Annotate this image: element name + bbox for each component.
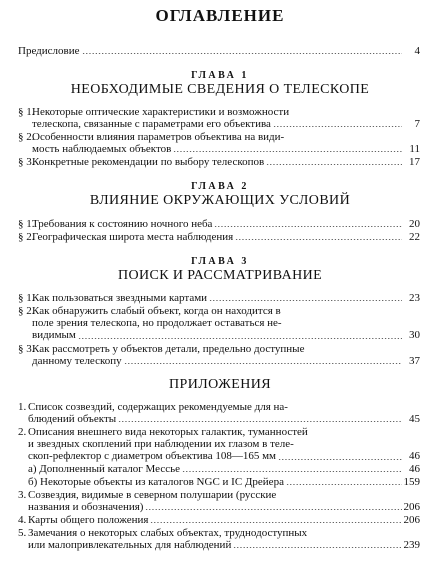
entry-text: Карты общего положения bbox=[28, 514, 149, 526]
entry-page: 239 bbox=[403, 539, 420, 552]
entry-text: Географическая широта места наблюдения bbox=[32, 231, 234, 243]
leader-dots bbox=[124, 363, 402, 364]
appendix-entry bbox=[18, 527, 420, 551]
entry-page: 46 bbox=[409, 463, 420, 475]
entry-page: 17 bbox=[409, 156, 420, 168]
section-number: § 2. bbox=[18, 305, 35, 317]
entry-page: 159 bbox=[403, 476, 420, 488]
entry-page: 20 bbox=[409, 218, 420, 230]
leader-dots bbox=[182, 471, 402, 472]
leader-dots bbox=[286, 484, 402, 485]
entry-text: Список созвездий, содержащих рекомендуемые для на- bbox=[28, 401, 288, 413]
section-number: § 2. bbox=[18, 131, 35, 143]
section-number: § 2. bbox=[18, 231, 35, 243]
entry-text: видимым bbox=[32, 329, 76, 342]
leader-dots bbox=[173, 151, 402, 152]
appendix-subentry bbox=[18, 463, 420, 475]
leader-dots bbox=[266, 164, 402, 165]
leader-dots bbox=[214, 226, 402, 227]
entry-text: данному телескопу bbox=[32, 355, 122, 368]
chapter-label: ГЛАВА 3 bbox=[191, 256, 249, 267]
toc-entry bbox=[18, 218, 420, 230]
entry-page: 45 bbox=[409, 413, 420, 426]
entry-page: 206 bbox=[403, 501, 420, 514]
entry-text: поле зрения телескопа, но продолжает оставаться не- bbox=[32, 317, 282, 330]
toc-entry bbox=[18, 106, 420, 130]
leader-dots bbox=[233, 547, 401, 548]
chapter-title: НЕОБХОДИМЫЕ СВЕДЕНИЯ О ТЕЛЕСКОПЕ bbox=[70, 82, 370, 97]
entry-text: мость наблюдаемых объектов bbox=[32, 143, 172, 156]
entry-text: Описания внешнего вида некоторых галактик, туманностей bbox=[28, 426, 308, 438]
appendix-subentry bbox=[18, 476, 420, 488]
chapter-label: ГЛАВА 1 bbox=[191, 70, 249, 81]
toc-entry bbox=[18, 156, 420, 168]
section-number: § 3. bbox=[18, 156, 35, 168]
appendix-entry bbox=[18, 426, 420, 463]
section-number: § 3. bbox=[18, 343, 35, 355]
entry-text: Как рассмотреть у объектов детали, предельно доступные bbox=[32, 343, 305, 355]
appendix-title: ПРИЛОЖЕНИЯ bbox=[169, 377, 271, 392]
entry-text: Замечания о некоторых слабых объектах, труднодоступных bbox=[28, 527, 308, 539]
entry-text: Конкретные рекомендации по выбору телескопов bbox=[32, 156, 265, 168]
item-number: 2. bbox=[18, 426, 27, 438]
entry-page: 30 bbox=[409, 329, 420, 342]
section-number: § 1. bbox=[18, 218, 35, 230]
item-number: 1. bbox=[18, 401, 27, 413]
appendix-entry bbox=[18, 489, 420, 513]
appendix-entry bbox=[18, 401, 420, 425]
entry-text: Особенности влияния параметров объектива на види- bbox=[32, 131, 285, 143]
entry-page: 46 bbox=[409, 450, 420, 463]
entry-text: Созвездия, видимые в северном полушарии (русские bbox=[28, 489, 277, 501]
entry-text: Как обнаружить слабый объект, когда он находится в bbox=[32, 305, 281, 317]
entry-text: Предисловие bbox=[18, 45, 80, 57]
entry-page: 37 bbox=[409, 355, 420, 368]
entry-page: 11 bbox=[409, 143, 420, 156]
section-number: § 1. bbox=[18, 292, 35, 304]
entry-text: или малопривлекательных для наблюдений bbox=[28, 539, 232, 552]
item-number: 5. bbox=[18, 527, 27, 539]
entry-text: и звездных скоплений при наблюдении их глазом в теле- bbox=[28, 438, 294, 451]
entry-page: 22 bbox=[409, 231, 420, 243]
leader-dots bbox=[209, 300, 402, 301]
entry-page: 206 bbox=[403, 514, 420, 526]
entry-text: скоп-рефлектор с диаметром объектива 108—165 мм bbox=[28, 450, 276, 463]
entry-text: а) Дополненный каталог Мессье bbox=[28, 463, 181, 475]
entry-page: 23 bbox=[409, 292, 420, 304]
entry-text: блюдений объекты bbox=[28, 413, 117, 426]
leader-dots bbox=[78, 338, 402, 339]
leader-dots bbox=[145, 509, 401, 510]
leader-dots bbox=[82, 53, 403, 54]
entry-text: Некоторые оптические характеристики и возможности bbox=[32, 106, 290, 118]
item-number: 3. bbox=[18, 489, 27, 501]
toc-entry bbox=[18, 292, 420, 304]
chapter-label: ГЛАВА 2 bbox=[191, 181, 249, 192]
section-number: § 1. bbox=[18, 106, 35, 118]
entry-text: б) Некоторые объекты из каталогов NGC и IC Дрейера bbox=[28, 476, 284, 488]
toc-entry bbox=[18, 343, 420, 367]
toc-entry bbox=[18, 131, 420, 155]
chapter-title: ВЛИЯНИЕ ОКРУЖАЮЩИХ УСЛОВИЙ bbox=[89, 193, 351, 208]
entry-page: 7 bbox=[414, 118, 420, 131]
toc-entry bbox=[18, 305, 420, 342]
entry-text: Как пользоваться звездными картами bbox=[32, 292, 208, 304]
chapter-title: ПОИСК И РАССМАТРИВАНИЕ bbox=[117, 268, 323, 283]
entry-text: Требования к состоянию ночного неба bbox=[32, 218, 213, 230]
leader-dots bbox=[235, 239, 402, 240]
entry-page: 4 bbox=[414, 45, 420, 57]
entry-text: названия и обозначения) bbox=[28, 501, 144, 514]
item-number: 4. bbox=[18, 514, 27, 526]
leader-dots bbox=[278, 459, 402, 460]
entry-text: телескопа, связанные с параметрами его объектива bbox=[32, 118, 271, 131]
appendix-entry bbox=[18, 514, 420, 526]
leader-dots bbox=[150, 522, 401, 523]
page-title: ОГЛАВЛЕНИЕ bbox=[155, 6, 285, 25]
leader-dots bbox=[273, 126, 402, 127]
toc-entry-preface bbox=[18, 45, 420, 57]
leader-dots bbox=[118, 421, 402, 422]
toc-entry bbox=[18, 231, 420, 243]
